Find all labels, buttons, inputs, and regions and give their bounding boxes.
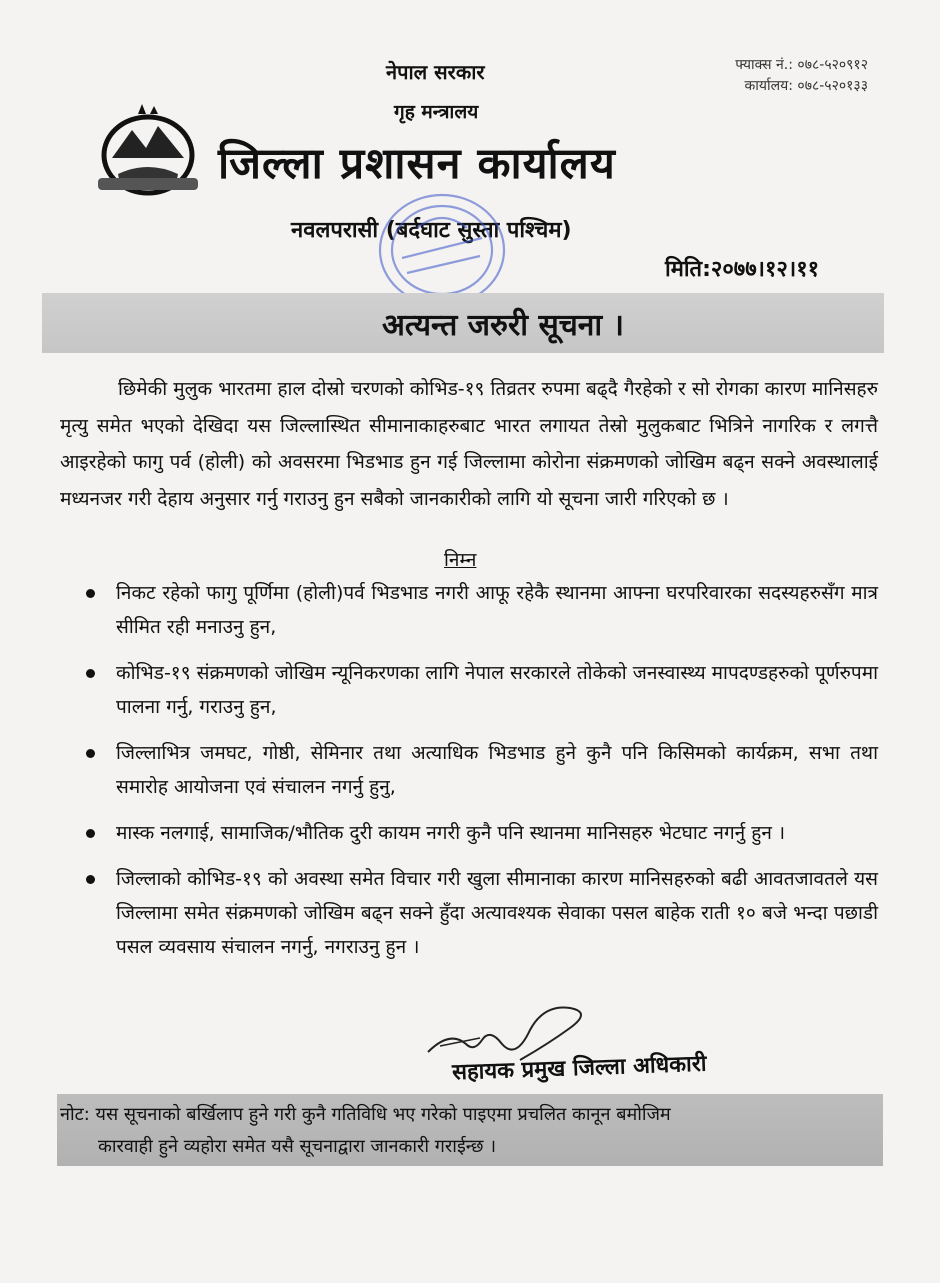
list-item: जिल्लाभित्र जमघट, गोष्ठी, सेमिनार तथा अत्याधिक भिडभाड हुने कुनै पनि किसिमको कार्यक्रम, सभा तथा समारोह आयोजना एवं संचालन नगर्नु हुनु, — [80, 736, 878, 804]
bullet-icon — [86, 749, 95, 758]
note-line-1: नोट: यस सूचनाको बर्खिलाप हुने गरी कुनै गतिविधि भए गरेको पाइएमा प्रचलित कानून बमोजिम — [60, 1104, 671, 1125]
list-item: जिल्लाको कोभिड-१९ को अवस्था समेत विचार गरी खुला सीमानाका कारण मानिसहरुको बढी आवतजावतले यस जिल्लामा समेत संक्रमणको जोखिम बढ्न सक्ने हुँदा अत्यावश्यक सेवाका पसल बाहेक राती १० बजे भन्दा पछाडी पसल व्यवसाय संचालन नगर्नु, नगराउनु हुन । — [80, 862, 878, 964]
government-name: नेपाल सरकार — [386, 60, 485, 84]
directive-list — [80, 576, 878, 976]
list-item: कोभिड-१९ संक्रमणको जोखिम न्यूनिकरणका लागि नेपाल सरकारले तोकेको जनस्वास्थ्य मापदण्डहरुको पूर्णरुपमा पालना गर्नु, गराउनु हुन, — [80, 656, 878, 724]
bullet-icon — [86, 589, 95, 598]
notice-intro-paragraph — [60, 371, 878, 517]
note-line-2: कारवाही हुने व्यहोरा समेत यसै सूचनाद्वारा जानकारी गराईन्छ । — [98, 1136, 497, 1157]
ministry-name: गृह मन्त्रालय — [394, 101, 479, 123]
signatory-title: सहायक प्रमुख जिल्ला अधिकारी — [451, 1051, 707, 1086]
footer-note — [60, 1099, 882, 1163]
intro-text: छिमेकी मुलुक भारतमा हाल दोस्रो चरणको कोभिड-१९ तिव्रतर रुपमा बढ्दै गैरहेको र सो रोगका कारण मानिसहरु मृत्यु समेत भएको देखिदा यस जिल्लास्थित सीमानाकाहरुबाट भारत लगायत तेस्रो मुलुकबाट भित्रिने नागरिक र लगत्तै आइरहेको फागु पर्व (होली) को अवसरमा भिडभाड हुन गई जिल्लामा कोरोना संक्रमणको जोखिम बढ्न सक्ने अवस्थालाई मध्यनजर गरी देहाय अनुसार गर्नु गराउनु हुन सबैको जानकारीको लागि यो सूचना जारी गरिएको छ । — [60, 378, 878, 510]
contact-info — [735, 55, 868, 97]
notice-title: अत्यन्त जरुरी सूचना । — [381, 308, 625, 343]
list-subheading: निम्न — [444, 549, 477, 571]
office-phone: कार्यालय: ०७८-५२०१३३ — [744, 78, 868, 94]
bullet-icon — [86, 875, 95, 884]
district-name: नवलपरासी (बर्दघाट सुस्ता पश्चिम) — [291, 218, 572, 243]
list-item: निकट रहेको फागु पूर्णिमा (होली)पर्व भिडभाड नगरी आफू रहेकै स्थानमा आफ्ना घरपरिवारका सदस्यहरुसँग मात्र सीमित रही मनाउनु हुन, — [80, 576, 878, 644]
list-item: मास्क नलगाई, सामाजिक/भौतिक दुरी कायम नगरी कुनै पनि स्थानमा मानिसहरु भेटघाट नगर्नु हुन । — [80, 816, 878, 850]
bullet-icon — [86, 669, 95, 678]
nepal-emblem-icon — [88, 100, 206, 200]
office-name: जिल्ला प्रशासन कार्यालय — [218, 139, 616, 189]
fax-number: फ्याक्स नं.: ०७८-५२०९१२ — [735, 57, 868, 73]
bullet-icon — [86, 829, 95, 838]
notice-date: मिति:२०७७।१२।११ — [665, 257, 820, 282]
